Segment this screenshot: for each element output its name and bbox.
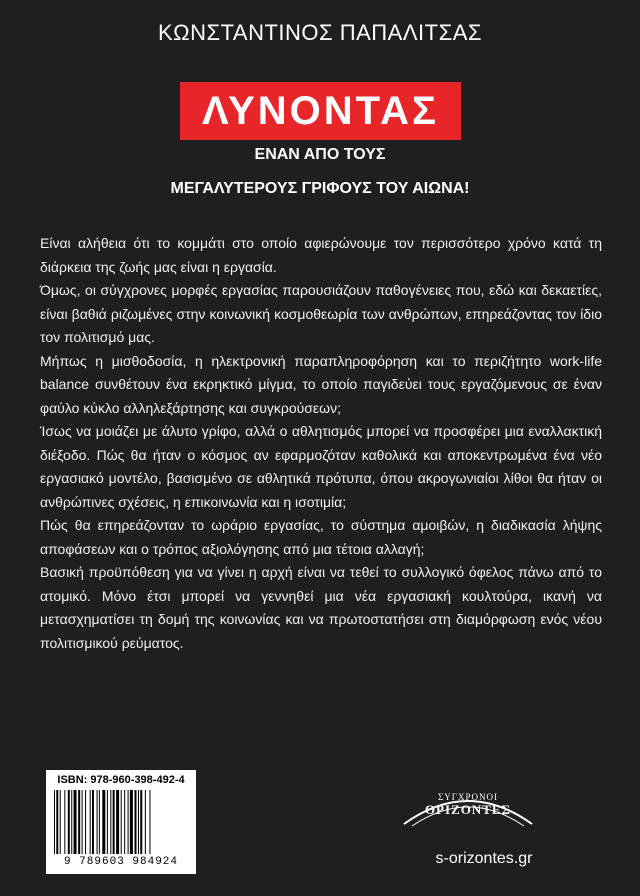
barcode-bar — [90, 790, 91, 854]
barcode-bar — [121, 790, 122, 854]
barcode-bar — [78, 790, 80, 854]
barcode-bar — [102, 790, 105, 854]
barcode-bar — [124, 790, 125, 854]
barcode-bar — [85, 790, 86, 854]
barcode-bar — [116, 790, 119, 854]
blurb-paragraph: Μήπως η μισθοδοσία, η ηλεκτρονική παραπληροφόρηση και το περιζήτητο work-life balance συνθέτουν ένα εκρηκτικό μίγμα, το οποίο παγιδεύει τους εργαζόμενους σε έναν φαύλο κύκλο αλληλεξάρτησης και συγκρούσεων; — [40, 352, 602, 416]
barcode-bar — [145, 790, 146, 854]
barcode-digits: 9 789603 984924 — [63, 856, 179, 868]
subtitle-line-1: ΕΝΑΝ ΑΠΟ ΤΟΥΣ — [254, 146, 386, 163]
barcode-bar — [107, 790, 108, 854]
author-name: ΚΩΝΣΤΑΝΤΙΝΟΣ ΠΑΠΑΛΙΤΣΑΣ — [158, 20, 482, 45]
barcode-bar — [71, 790, 72, 854]
barcode-bar — [149, 790, 150, 854]
blurb-paragraph: Βασική προϋπόθεση για να γίνει η αρχή είναι να τεθεί το συλλογικό όφελος πάνω από το ατομικό. Μόνο έτσι μπορεί να γεννηθεί μια νέα εργασιακή κουλτούρα, ικανή να μετασχηματίσει τη δομή της κοινωνίας και να πρωτοστατήσει στη διαμόρφωση ενός νέου πολιτισμικού ρεύματος. — [40, 564, 602, 651]
subtitle-line-2: ΜΕΓΑΛΥΤΕΡΟΥΣ ΓΡΙΦΟΥΣ ΤΟΥ ΑΙΩΝΑ! — [170, 180, 470, 197]
barcode-bar — [97, 790, 98, 854]
barcode-bar — [135, 790, 137, 854]
publisher-name-line-2: ΟΡΙΖΟΝΤΕΣ — [424, 802, 512, 817]
barcode-bar — [64, 790, 65, 854]
isbn-label: ISBN: 978-960-398-492-4 — [57, 774, 185, 786]
barcode-bar — [56, 790, 58, 854]
publisher-logo — [398, 784, 538, 830]
barcode-icon — [52, 790, 190, 854]
barcode-bar — [82, 790, 83, 854]
isbn-barcode-box — [46, 770, 196, 874]
barcode-bar — [99, 790, 100, 854]
barcode-bar — [68, 790, 70, 854]
barcode-bar — [113, 790, 115, 854]
barcode-bar — [110, 790, 111, 854]
title-banner — [180, 82, 461, 140]
barcode-bar — [74, 790, 77, 854]
publisher-name-line-1: ΣΥΓΧΡΟΝΟΙ — [438, 792, 498, 802]
barcode-bar — [54, 790, 55, 854]
blurb-paragraph: Ίσως να μοιάζει με άλυτο γρίφο, αλλά ο αθλητισμός μπορεί να προσφέρει μια εναλλακτική διέξοδο. Πώς θα ήταν ο κόσμος αν εφαρμοζόταν καθολικά και αποκεντρωμένα ένα νέο εργασιακό μοντέλο, βασισμένο σε αθλητικά πρότυπα, όπου ακρογωνιαίοι λίθοι θα ήταν οι ανθρώπινες σχέσεις, η επικοινωνία και η ισοτιμία; — [40, 423, 602, 510]
barcode-bar — [92, 790, 94, 854]
blurb-paragraph: Πώς θα επηρεάζονταν το ωράριο εργασίας, το σύστημα αμοιβών, η διαδικασία λήψης αποφάσεων και ο τρόπος αξιολόγησης από μια τέτοια αλλαγή; — [40, 517, 602, 557]
barcode-bar — [128, 790, 129, 854]
blurb-paragraph: Είναι αλήθεια ότι το κομμάτι στο οποίο αφιερώνουμε τον περισσότερο χρόνο κατά τη διάρκεια της ζωής μας είναι η εργασία. — [40, 235, 602, 275]
blurb-paragraph: Όμως, οι σύγχρονες μορφές εργασίας παρουσιάζουν παθογένειες που, εδώ και δεκαετίες, είναι βαθιά ριζωμένες στην κοινωνική κοσμοθεωρία των ανθρώπων, επηρεάζοντας τον ίδιο τον πολιτισμό μας. — [40, 282, 602, 345]
barcode-bar — [130, 790, 133, 854]
barcode-bar — [60, 790, 61, 854]
barcode-bar — [140, 790, 142, 854]
publisher-website[interactable]: s-orizontes.gr — [435, 850, 533, 867]
barcode-bar — [138, 790, 139, 854]
book-title: ΛΥΝΟΝΤΑΣ — [202, 88, 439, 133]
blurb-text — [40, 232, 602, 655]
